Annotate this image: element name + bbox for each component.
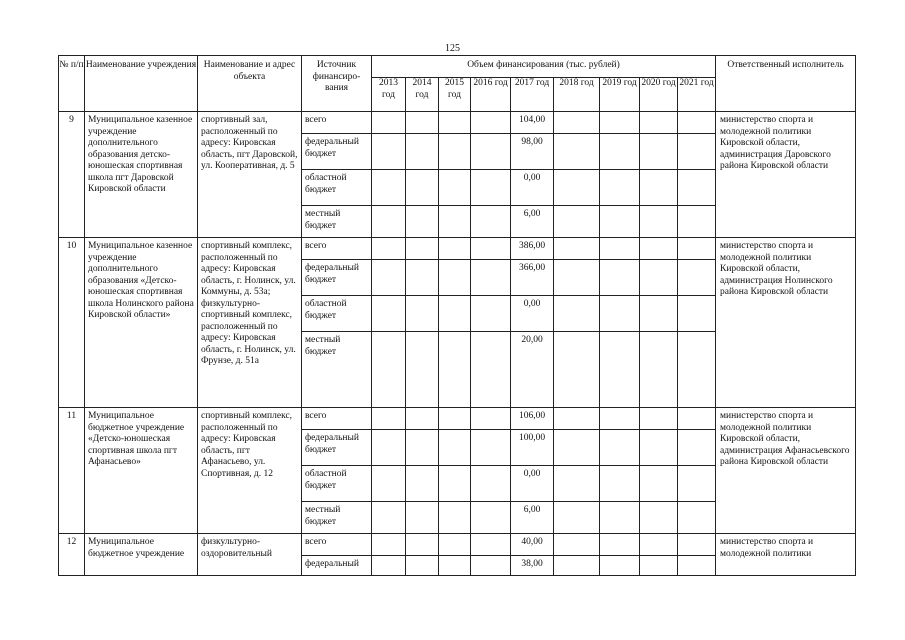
empty-year-cell	[372, 206, 406, 238]
empty-year-cell	[471, 238, 511, 260]
empty-year-cell	[471, 206, 511, 238]
empty-year-cell	[554, 296, 600, 332]
empty-year-cell	[406, 534, 439, 556]
value-2017-cell: 0,00	[511, 466, 554, 502]
empty-year-cell	[439, 556, 471, 576]
empty-year-cell	[406, 296, 439, 332]
header-year: 2020 год	[640, 78, 678, 112]
empty-year-cell	[406, 170, 439, 206]
empty-year-cell	[372, 134, 406, 170]
header-year: 2014 год	[406, 78, 439, 112]
empty-year-cell	[640, 466, 678, 502]
empty-year-cell	[439, 408, 471, 430]
empty-year-cell	[439, 502, 471, 534]
empty-year-cell	[406, 206, 439, 238]
empty-year-cell	[554, 260, 600, 296]
empty-year-cell	[640, 332, 678, 408]
empty-year-cell	[554, 408, 600, 430]
empty-year-cell	[640, 502, 678, 534]
empty-year-cell	[678, 408, 716, 430]
empty-year-cell	[406, 238, 439, 260]
value-2017-cell: 38,00	[511, 556, 554, 576]
empty-year-cell	[678, 134, 716, 170]
empty-year-cell	[554, 332, 600, 408]
page-number: 125	[445, 43, 460, 54]
responsible-cell: министерство спорта и молодежной политики	[716, 534, 856, 576]
empty-year-cell	[439, 134, 471, 170]
value-2017-cell: 386,00	[511, 238, 554, 260]
responsible-cell: министерство спорта и молодежной политики Кировской области, администрация Даровского района Кировской области	[716, 112, 856, 238]
value-2017-cell: 0,00	[511, 296, 554, 332]
value-2017-cell: 98,00	[511, 134, 554, 170]
empty-year-cell	[471, 134, 511, 170]
empty-year-cell	[406, 408, 439, 430]
empty-year-cell	[439, 534, 471, 556]
source-cell: местный бюджет	[302, 206, 372, 238]
empty-year-cell	[471, 534, 511, 556]
source-cell: местный бюджет	[302, 502, 372, 534]
value-2017-cell: 104,00	[511, 112, 554, 134]
empty-year-cell	[600, 112, 640, 134]
empty-year-cell	[600, 296, 640, 332]
empty-year-cell	[678, 430, 716, 466]
empty-year-cell	[600, 502, 640, 534]
table-row	[59, 238, 856, 260]
value-2017-cell: 40,00	[511, 534, 554, 556]
empty-year-cell	[406, 134, 439, 170]
empty-year-cell	[554, 134, 600, 170]
header-year: 2021 год	[678, 78, 716, 112]
empty-year-cell	[640, 556, 678, 576]
empty-year-cell	[439, 260, 471, 296]
empty-year-cell	[554, 238, 600, 260]
empty-year-cell	[439, 206, 471, 238]
empty-year-cell	[406, 332, 439, 408]
header-institution: Наименование учреждения	[85, 56, 198, 112]
empty-year-cell	[372, 260, 406, 296]
empty-year-cell	[678, 502, 716, 534]
empty-year-cell	[406, 260, 439, 296]
empty-year-cell	[372, 296, 406, 332]
empty-year-cell	[372, 556, 406, 576]
empty-year-cell	[600, 206, 640, 238]
empty-year-cell	[471, 260, 511, 296]
empty-year-cell	[600, 556, 640, 576]
institution-cell: Муниципальное казенное учреждение дополнительного образования детско-юношеская спортивная школа пгт Даровской Кировской области	[85, 112, 198, 238]
source-cell: федеральный	[302, 556, 372, 576]
empty-year-cell	[600, 238, 640, 260]
header-source: Источник финансиро-вания	[302, 56, 372, 112]
value-2017-cell: 20,00	[511, 332, 554, 408]
row-number: 9	[59, 112, 85, 238]
empty-year-cell	[471, 296, 511, 332]
empty-year-cell	[471, 112, 511, 134]
object-cell: физкультурно-оздоровительный	[198, 534, 302, 576]
source-cell: федеральный бюджет	[302, 430, 372, 466]
empty-year-cell	[640, 260, 678, 296]
empty-year-cell	[406, 112, 439, 134]
empty-year-cell	[372, 430, 406, 466]
funding-table	[58, 55, 856, 576]
empty-year-cell	[471, 170, 511, 206]
empty-year-cell	[678, 238, 716, 260]
empty-year-cell	[471, 408, 511, 430]
institution-cell: Муниципальное бюджетное учреждение	[85, 534, 198, 576]
table-body	[59, 112, 856, 576]
empty-year-cell	[678, 296, 716, 332]
empty-year-cell	[640, 134, 678, 170]
source-cell: федеральный бюджет	[302, 260, 372, 296]
empty-year-cell	[678, 112, 716, 134]
empty-year-cell	[678, 260, 716, 296]
empty-year-cell	[678, 332, 716, 408]
institution-cell: Муниципальное казенное учреждение дополнительного образования «Детско-юношеская спортивная школа Нолинского района Кировской области»	[85, 238, 198, 408]
source-cell: местный бюджет	[302, 332, 372, 408]
empty-year-cell	[471, 430, 511, 466]
source-cell: всего	[302, 534, 372, 556]
empty-year-cell	[554, 466, 600, 502]
empty-year-cell	[554, 430, 600, 466]
empty-year-cell	[471, 502, 511, 534]
header-year: 2017 год	[511, 78, 554, 112]
value-2017-cell: 366,00	[511, 260, 554, 296]
value-2017-cell: 100,00	[511, 430, 554, 466]
institution-cell: Муниципальное бюджетное учреждение «Детско-юношеская спортивная школа пгт Афанасьево»	[85, 408, 198, 534]
object-cell: спортивный комплекс, расположенный по адресу: Кировская область, пгт Афанасьево, ул. Спортивная, д. 12	[198, 408, 302, 534]
header-object: Наименование и адрес объекта	[198, 56, 302, 112]
row-number: 11	[59, 408, 85, 534]
empty-year-cell	[372, 466, 406, 502]
empty-year-cell	[439, 238, 471, 260]
header-year: 2018 год	[554, 78, 600, 112]
empty-year-cell	[640, 296, 678, 332]
empty-year-cell	[471, 466, 511, 502]
empty-year-cell	[439, 430, 471, 466]
empty-year-cell	[372, 534, 406, 556]
row-number: 12	[59, 534, 85, 576]
empty-year-cell	[600, 430, 640, 466]
empty-year-cell	[372, 408, 406, 430]
source-cell: областной бюджет	[302, 466, 372, 502]
empty-year-cell	[600, 534, 640, 556]
empty-year-cell	[406, 430, 439, 466]
table-row	[59, 112, 856, 134]
header-funding: Объем финансирования (тыс. рублей)	[372, 56, 716, 78]
empty-year-cell	[600, 260, 640, 296]
value-2017-cell: 6,00	[511, 502, 554, 534]
header-year: 2019 год	[600, 78, 640, 112]
empty-year-cell	[640, 238, 678, 260]
value-2017-cell: 0,00	[511, 170, 554, 206]
empty-year-cell	[406, 466, 439, 502]
source-cell: областной бюджет	[302, 296, 372, 332]
empty-year-cell	[439, 466, 471, 502]
empty-year-cell	[372, 112, 406, 134]
empty-year-cell	[640, 408, 678, 430]
source-cell: всего	[302, 408, 372, 430]
empty-year-cell	[439, 112, 471, 134]
empty-year-cell	[439, 332, 471, 408]
header-year: 2013 год	[372, 78, 406, 112]
empty-year-cell	[372, 332, 406, 408]
empty-year-cell	[678, 206, 716, 238]
table-row	[59, 408, 856, 430]
empty-year-cell	[554, 556, 600, 576]
header-num: № п/п	[59, 56, 85, 112]
empty-year-cell	[600, 170, 640, 206]
empty-year-cell	[554, 206, 600, 238]
empty-year-cell	[554, 112, 600, 134]
empty-year-cell	[678, 170, 716, 206]
empty-year-cell	[640, 112, 678, 134]
responsible-cell: министерство спорта и молодежной политики Кировской области, администрация Афанасьевского района Кировской области	[716, 408, 856, 534]
empty-year-cell	[678, 534, 716, 556]
empty-year-cell	[600, 408, 640, 430]
value-2017-cell: 6,00	[511, 206, 554, 238]
row-number: 10	[59, 238, 85, 408]
object-cell: спортивный зал, расположенный по адресу: Кировская область, пгт Даровской, ул. Кооперативная, д. 5	[198, 112, 302, 238]
empty-year-cell	[406, 556, 439, 576]
source-cell: областной бюджет	[302, 170, 372, 206]
header-year: 2015 год	[439, 78, 471, 112]
header-responsible: Ответственный исполнитель	[716, 56, 856, 112]
empty-year-cell	[640, 206, 678, 238]
source-cell: федеральный бюджет	[302, 134, 372, 170]
empty-year-cell	[640, 430, 678, 466]
source-cell: всего	[302, 112, 372, 134]
empty-year-cell	[600, 466, 640, 502]
empty-year-cell	[554, 170, 600, 206]
empty-year-cell	[554, 502, 600, 534]
empty-year-cell	[678, 556, 716, 576]
empty-year-cell	[439, 296, 471, 332]
empty-year-cell	[372, 170, 406, 206]
empty-year-cell	[640, 534, 678, 556]
empty-year-cell	[554, 534, 600, 556]
source-cell: всего	[302, 238, 372, 260]
responsible-cell: министерство спорта и молодежной политики Кировской области, администрация Нолинского района Кировской области	[716, 238, 856, 408]
empty-year-cell	[600, 332, 640, 408]
empty-year-cell	[406, 502, 439, 534]
empty-year-cell	[372, 238, 406, 260]
empty-year-cell	[439, 170, 471, 206]
table-row	[59, 534, 856, 556]
object-cell: спортивный комплекс, расположенный по адресу: Кировская область, г. Нолинск, ул. Коммуны, д. 53а; физкультурно-спортивный комплекс, расположенный по адресу: Кировская область, г. Нолинск, ул. Фрунзе, д. 51а	[198, 238, 302, 408]
empty-year-cell	[471, 332, 511, 408]
empty-year-cell	[372, 502, 406, 534]
empty-year-cell	[600, 134, 640, 170]
empty-year-cell	[678, 466, 716, 502]
empty-year-cell	[640, 170, 678, 206]
header-year: 2016 год	[471, 78, 511, 112]
empty-year-cell	[471, 556, 511, 576]
value-2017-cell: 106,00	[511, 408, 554, 430]
